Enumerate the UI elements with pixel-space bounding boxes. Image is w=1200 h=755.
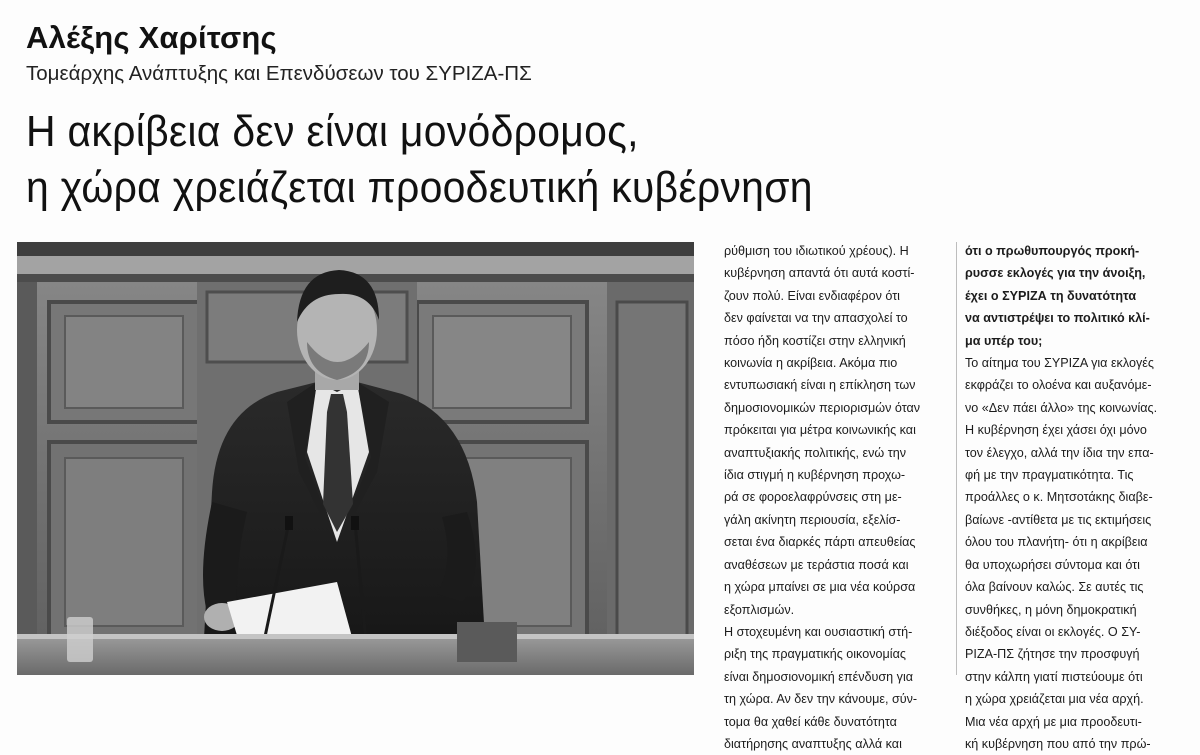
column2-line: ΡΙΖΑ-ΠΣ ζήτησε την προσφυγή [965,647,1140,662]
column2-line: Μια νέα αρχή με μια προοδευτι- [965,714,1142,729]
column1-line: τη χώρα. Αν δεν την κάνουμε, σύν- [724,692,918,707]
column1-line: ρύθμιση του ιδιωτικού χρέους). Η [724,244,909,258]
column2_question-line: ρυσσε εκλογές για την άνοιξη, [965,266,1146,281]
column1-line: κοινωνία η ακρίβεια. Ακόμα πιο [724,356,898,371]
column2-line: στην κάλπη γιατί πιστεύουμε ότι [965,669,1143,684]
author-name: Αλέξης Χαρίτσης [26,20,277,55]
author-role: Τομεάρχης Ανάπτυξης και Επενδύσεων του ΣΥΡΙΖΑ-ΠΣ [26,62,532,85]
column1-line: πόσο ήδη κοστίζει στην ελληνική [724,333,906,348]
headline-line-2: η χώρα χρειάζεται προοδευτική κυβέρνηση [26,163,813,212]
column2_question-line: έχει ο ΣΥΡΙΖΑ τη δυνατότητα [965,288,1137,303]
column1-line: είναι δημοσιονομική επένδυση για [724,669,914,684]
column1-line: ρά σε φοροελαφρύνσεις στη με- [724,490,902,505]
column1-line: εξοπλισμών. [724,602,795,617]
column2-line: συνθήκες, η μόνη δημοκρατική [965,602,1137,617]
column1-line: κυβέρνηση απαντά ότι αυτά κοστί- [724,266,915,281]
column2-line: Το αίτημα του ΣΥΡΙΖΑ για εκλογές [965,356,1154,371]
column2_question-line: να αντιστρέψει το πολιτικό κλί- [965,311,1150,326]
column1-line: αναπτυξιακής πολιτικής, ενώ την [724,445,907,460]
column1-line: ίδια στιγμή η κυβέρνηση προχω- [724,468,906,483]
article-column-1 [724,240,946,755]
headline-line-1: Η ακρίβεια δεν είναι μονόδρομος, [26,107,639,156]
column2-line: όλα βαίνουν καλώς. Σε αυτές τις [965,580,1144,595]
column1-line: αναθέσεων με τεράστια ποσά και [724,557,909,572]
column2-line: βαίωνε -αντίθετα με τις εκτιμήσεις [965,512,1152,527]
column1-line: δημοσιονομικών περιορισμών όταν [724,400,921,415]
column2-line: διέξοδος είναι οι εκλογές. Ο ΣΥ- [965,624,1141,639]
speaker-photo-illustration [17,242,694,675]
article-column-2 [965,240,1187,755]
column1-line: τομα θα χαθεί κάθε δυνατότητα [724,714,897,729]
article-photo [17,242,694,675]
column-divider [956,242,957,675]
column1-line: γάλη ακίνητη περιουσία, εξελίσ- [724,512,901,527]
column2-line: όλου του πλανήτη- ότι η ακρίβεια [965,535,1148,550]
headline [26,104,1105,216]
column2_question-line: ότι ο πρωθυπουργός προκή- [965,244,1140,258]
column2-line: εκφράζει το ολοένα και αυξανόμε- [965,378,1152,393]
column2-line: η χώρα χρειάζεται μια νέα αρχή. [965,692,1144,707]
column1-line: σεται ένα διαρκές πάρτι απευθείας [724,535,916,550]
column2-line: φή με την πραγματικότητα. Τις [965,468,1134,483]
column1-line: πρόκειται για μέτρα κοινωνικής και [724,423,916,438]
column1-line: εντυπωσιακή είναι η επίκληση των [724,378,916,393]
column2-line: κή κυβέρνηση που από την πρώ- [965,736,1151,751]
column2-line: θα υποχωρήσει σύντομα και ότι [965,557,1140,572]
column2-line: τον έλεγχο, αλλά την ίδια την επα- [965,445,1154,460]
column1-line: δεν φαίνεται να την απασχολεί το [724,311,908,326]
column1-line: ριξη της πραγματικής οικονομίας [724,647,906,662]
column1-line: διατήρησης αναπτυξης αλλά και [724,736,902,751]
column2-line: Η κυβέρνηση έχει χάσει όχι μόνο [965,423,1147,438]
column1-line: η χώρα μπαίνει σε μια νέα κούρσα [724,580,916,595]
column2_question-line: μα υπέρ του; [965,333,1043,348]
column2-line: προάλλες ο κ. Μητσοτάκης διαβε- [965,490,1153,505]
column1-line: Η στοχευμένη και ουσιαστική στή- [724,624,913,639]
column1-line: ζουν πολύ. Είναι ενδιαφέρον ότι [724,288,900,303]
column2-line: νο «Δεν πάει άλλο» της κοινωνίας. [965,400,1158,415]
